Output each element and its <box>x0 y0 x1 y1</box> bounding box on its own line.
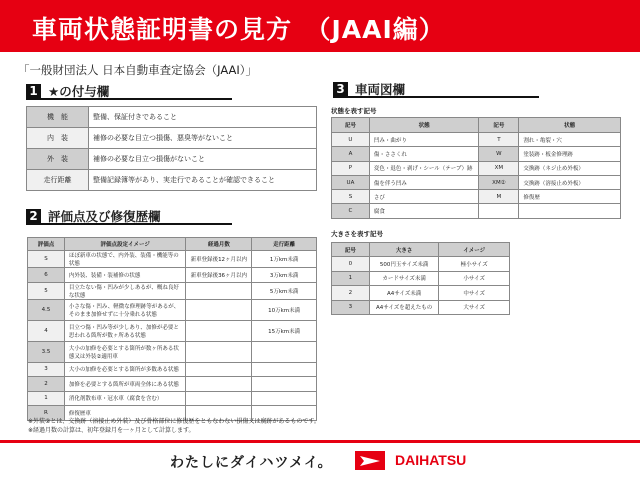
row-text: 整備、保証付きであること <box>89 107 317 128</box>
column-header: 評価点設定イメージ <box>64 238 186 251</box>
header-row <box>28 238 317 251</box>
table-cell <box>186 391 252 406</box>
size-symbols-subtitle: 大きさを表す記号 <box>331 230 383 238</box>
table-cell: A <box>332 147 370 161</box>
section-number: 1 <box>26 84 41 99</box>
table-row <box>28 251 317 268</box>
table-cell: カードサイズ未満 <box>369 271 439 286</box>
table-cell: 極小サイズ <box>439 257 510 272</box>
table-cell: 修復歴 <box>519 190 621 204</box>
table-row <box>332 147 621 161</box>
table-row <box>28 282 317 299</box>
table-cell: 10万km未満 <box>252 299 317 320</box>
table-cell: UA <box>332 175 370 189</box>
table-row <box>332 286 510 301</box>
table-row <box>28 341 317 362</box>
table-cell: 凹み・曲がり <box>369 133 479 147</box>
table-row <box>332 271 510 286</box>
row-label: 内 装 <box>27 128 89 149</box>
table-cell: 変色・退色・剥げ・シール（テープ）跡 <box>369 161 479 175</box>
table-cell: U <box>332 133 370 147</box>
table-row <box>332 161 621 175</box>
column-header: 走行距離 <box>252 238 317 251</box>
organization-name: 「一般財団法人 日本自動車査定協会（JAAI）」 <box>18 63 258 77</box>
column-header: 大きさ <box>369 243 439 257</box>
table-row <box>27 128 317 149</box>
row-label: 外 装 <box>27 149 89 170</box>
row-text: 補修の必要な目立つ損傷がないこと <box>89 149 317 170</box>
table-row <box>28 377 317 392</box>
table-cell: 割れ・亀裂・穴 <box>519 133 621 147</box>
daihatsu-logo-icon <box>355 451 385 470</box>
table-cell: 1 <box>28 391 65 406</box>
table-cell: 3万km未満 <box>252 268 317 283</box>
table-row <box>28 362 317 377</box>
table-row <box>28 391 317 406</box>
section-3-header <box>333 82 539 98</box>
table-cell <box>186 341 252 362</box>
table-row <box>332 204 621 218</box>
section-2-header <box>26 209 232 225</box>
column-header: 経過月数 <box>186 238 252 251</box>
table-cell: 小サイズ <box>439 271 510 286</box>
header-row <box>332 243 510 257</box>
table-cell <box>186 299 252 320</box>
table-cell: 消化剤散布車・冠水車（腐食を含む） <box>64 391 186 406</box>
size-symbols-table <box>331 242 510 315</box>
table-cell: 2 <box>28 377 65 392</box>
table-cell: P <box>332 161 370 175</box>
table-row <box>27 170 317 191</box>
table-cell: 500円玉サイズ未満 <box>369 257 439 272</box>
footnote: ※外装②とは、交換跡（溶接止め外装）及び骨格部位に修復歴をともなわない損傷又は腐跡があるものです。 <box>28 418 320 425</box>
section-number: 3 <box>333 82 348 97</box>
table-cell: 3 <box>332 300 370 315</box>
table-cell: 15万km未満 <box>252 320 317 341</box>
table-cell: 大小の加修を必要とする箇所が数ヶ所ある状態又は外装②適用車 <box>64 341 186 362</box>
brand-name: DAIHATSU <box>395 452 467 468</box>
table-cell: 新車登録後12ヶ月以内 <box>186 251 252 268</box>
section-title: 評価点及び修復歴欄 <box>48 209 161 224</box>
footnote: ※経過月数の計算は、初年登録月を一ヶ月として計算します。 <box>28 427 195 434</box>
table-cell: XM② <box>479 175 519 189</box>
table-row <box>332 175 621 189</box>
table-cell: S <box>28 251 65 268</box>
table-cell: 目立つ傷・凹み等が少しあり、加修が必要と思われる箇所が数ヶ所ある状態 <box>64 320 186 341</box>
table-cell <box>252 391 317 406</box>
table-row <box>332 300 510 315</box>
slogan: わたしにダイハツメイ。 <box>170 455 333 471</box>
table-row <box>27 107 317 128</box>
table-cell: 0 <box>332 257 370 272</box>
state-symbols-table <box>331 117 621 219</box>
table-row <box>28 299 317 320</box>
table-cell: A4サイズ未満 <box>369 286 439 301</box>
table-cell: W <box>479 147 519 161</box>
column-header: 記号 <box>332 118 370 133</box>
table-cell: 腐食 <box>369 204 479 218</box>
table-cell <box>186 320 252 341</box>
table-cell <box>252 341 317 362</box>
table-row <box>332 257 510 272</box>
row-label: 機 能 <box>27 107 89 128</box>
state-symbols-subtitle: 状態を表す記号 <box>331 107 377 115</box>
table-cell: 2 <box>332 286 370 301</box>
column-header: 評価点 <box>28 238 65 251</box>
table-cell: M <box>479 190 519 204</box>
table-row <box>332 190 621 204</box>
table-cell: XM <box>479 161 519 175</box>
table-cell: 傷を伴う凹み <box>369 175 479 189</box>
table-cell: 5万km未満 <box>252 282 317 299</box>
section-title: 車両図欄 <box>355 82 406 97</box>
section-1-header <box>26 84 232 100</box>
column-header: 記号 <box>479 118 519 133</box>
header-row <box>332 118 621 133</box>
table-cell: S <box>332 190 370 204</box>
evaluation-score-table <box>27 237 317 421</box>
section-number: 2 <box>26 209 41 224</box>
table-cell: 5 <box>28 282 65 299</box>
table-cell: 新車登録後36ヶ月以内 <box>186 268 252 283</box>
table-cell: 加修を必要とする箇所が車両全体にある状態 <box>64 377 186 392</box>
table-row <box>27 149 317 170</box>
column-header: 記号 <box>332 243 370 257</box>
table-cell: 4 <box>28 320 65 341</box>
row-text: 補修の必要な目立つ損傷、悪臭等がないこと <box>89 128 317 149</box>
table-cell: C <box>332 204 370 218</box>
table-cell <box>186 282 252 299</box>
table-cell: 大サイズ <box>439 300 510 315</box>
column-header: 状態 <box>369 118 479 133</box>
footnotes <box>28 417 320 435</box>
table-cell <box>186 362 252 377</box>
table-cell: 3.5 <box>28 341 65 362</box>
page-title: 車両状態証明書の見方 （JAAI編） <box>0 0 640 52</box>
table-cell: ほぼ新車の状態で、内外装、装備・機能等の状態 <box>64 251 186 268</box>
table-cell <box>252 377 317 392</box>
footer-divider <box>0 440 640 443</box>
table-cell <box>479 204 519 218</box>
column-header: 状態 <box>519 118 621 133</box>
row-text: 整備記録簿等があり、実走行であることが確認できること <box>89 170 317 191</box>
table-cell: 1万km未満 <box>252 251 317 268</box>
table-cell: 大小の加修を必要とする箇所が多数ある状態 <box>64 362 186 377</box>
table-cell: 交換跡（ネジ止め外板） <box>519 161 621 175</box>
table-cell <box>519 204 621 218</box>
table-row <box>28 268 317 283</box>
table-cell: 4.5 <box>28 299 65 320</box>
table-cell: さび <box>369 190 479 204</box>
table-cell: 塗装跡・板金修理跡 <box>519 147 621 161</box>
table-row <box>28 320 317 341</box>
table-cell: A4サイズを超えたもの <box>369 300 439 315</box>
table-cell: T <box>479 133 519 147</box>
table-cell <box>252 362 317 377</box>
table-cell: 傷・ささくれ <box>369 147 479 161</box>
section-title: ★の付与欄 <box>48 84 110 99</box>
table-cell: 1 <box>332 271 370 286</box>
table-cell: 目立たない傷・凹みが少しあるが、概ね良好な状態 <box>64 282 186 299</box>
table-cell: 6 <box>28 268 65 283</box>
table-cell: 修復歴車 <box>64 406 186 421</box>
table-cell: 内外装、装備・装補修の状態 <box>64 268 186 283</box>
table-row <box>332 133 621 147</box>
table-cell: R <box>28 406 65 421</box>
column-header: イメージ <box>439 243 510 257</box>
table-cell: 交換跡（溶接止め外板） <box>519 175 621 189</box>
table-cell: 3 <box>28 362 65 377</box>
row-label: 走行距離 <box>27 170 89 191</box>
table-cell: 小さな傷・凹み、軽微な修理跡等があるが、そのまま加修せずに十分乗れる状態 <box>64 299 186 320</box>
table-cell <box>186 377 252 392</box>
table-cell: 中サイズ <box>439 286 510 301</box>
star-criteria-table <box>26 106 317 191</box>
